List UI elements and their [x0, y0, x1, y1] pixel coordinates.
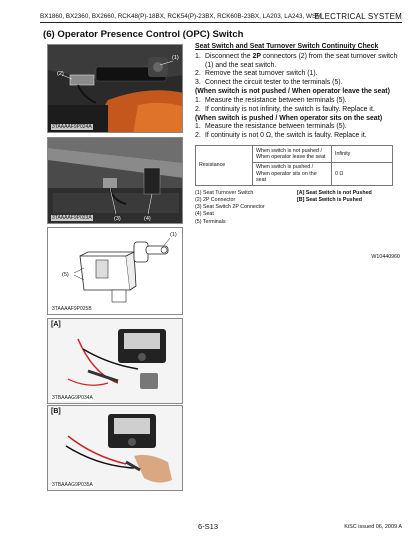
figure-caption: 3TBAAAG9P035A	[52, 482, 93, 488]
step-2: 2. Remove the seat turnover switch (1).	[195, 70, 318, 78]
figure-tester-pushed	[47, 405, 183, 491]
step-3: 3. Connect the circuit tester to the terminals (5).	[195, 79, 343, 87]
figure-caption: 3TBAAAG9P034A	[52, 395, 93, 401]
callout-1: (1)	[170, 232, 177, 238]
case-pushed-step-1: 1. Measure the resistance between terminals (5).	[195, 123, 347, 131]
condition-pushed: When switch is pushed / When operator sits on the seat	[253, 162, 332, 185]
page-number: 6-S13	[197, 522, 218, 531]
case-pushed-step-2: 2. If continuity is not 0 Ω, the switch is faulty. Replace it.	[195, 132, 367, 140]
figure-caption: 3TAAAAF9P023A	[52, 215, 92, 221]
issue-note: KiSC issued 06, 2009 A	[344, 524, 402, 530]
figure-caption: 3TAAAAF9P024A	[52, 124, 92, 130]
legend-items: (1) Seat Turnover Switch (2) 2P Connector (3) Seat Switch 2P Connector (4) Seat (5) Terminals	[195, 190, 265, 225]
callout-4: (4)	[144, 216, 151, 222]
figure-tester-not-pushed	[47, 318, 183, 404]
model-list: BX1860, BX2360, BX2660, RCK48(P)-18BX, RCK54(P)-23BX, RCK60B-23BX, LA203, LA243, WSM	[40, 13, 322, 20]
callout-1: (1)	[172, 55, 179, 61]
value-pushed: 0 Ω	[332, 162, 393, 185]
resistance-table	[195, 145, 393, 186]
panel-label-a: [A]	[51, 321, 61, 328]
figure-caption: 3TAAAAF9P025B	[52, 306, 92, 312]
tester-photo-a	[48, 319, 183, 404]
procedure-text	[195, 43, 400, 186]
connector-photo	[48, 138, 183, 224]
procedure-heading: Seat Switch and Seat Turnover Switch Continuity Check	[195, 43, 379, 50]
callout-5: (5)	[62, 272, 69, 278]
page-title: (6) Operator Presence Control (OPC) Switch	[43, 29, 244, 40]
case-not-pushed-step-1: 1. Measure the resistance between terminals (5).	[195, 96, 347, 104]
condition-not-pushed: When switch is not pushed / When operator leave the seat	[253, 146, 332, 163]
case-not-pushed-heading: (When switch is not pushed / When operator leave the seat)	[195, 88, 390, 96]
legend-panels: [A] Seat Switch is not Pushed [B] Seat Switch is Pushed	[297, 190, 372, 204]
document-code: W10440960	[371, 254, 400, 260]
header-rule	[40, 22, 402, 23]
panel-label-b: [B]	[51, 408, 61, 415]
figure-seat-switch-connector	[47, 137, 183, 224]
figure-switch-drawing	[47, 227, 183, 315]
switch-line-drawing	[48, 228, 183, 315]
callout-3: (3)	[114, 216, 121, 222]
case-not-pushed-step-2: 2. If continuity is not infinity, the switch is faulty. Replace it.	[195, 105, 375, 113]
resistance-label: Resistance	[196, 146, 253, 186]
tester-photo-b	[48, 406, 183, 491]
seat-photo	[48, 45, 183, 133]
case-pushed-heading: (When switch is pushed / When operator sits on the seat)	[195, 114, 383, 122]
figure-seat-turnover-switch	[47, 44, 183, 133]
callout-2: (2)	[57, 71, 64, 77]
section-name: ELECTRICAL SYSTEM	[314, 12, 402, 21]
value-not-pushed: Infinity	[332, 146, 393, 163]
step-1: 1. Disconnect the 2P connectors (2) from the seat turnover switch (1) and the seat switch.	[195, 52, 398, 69]
